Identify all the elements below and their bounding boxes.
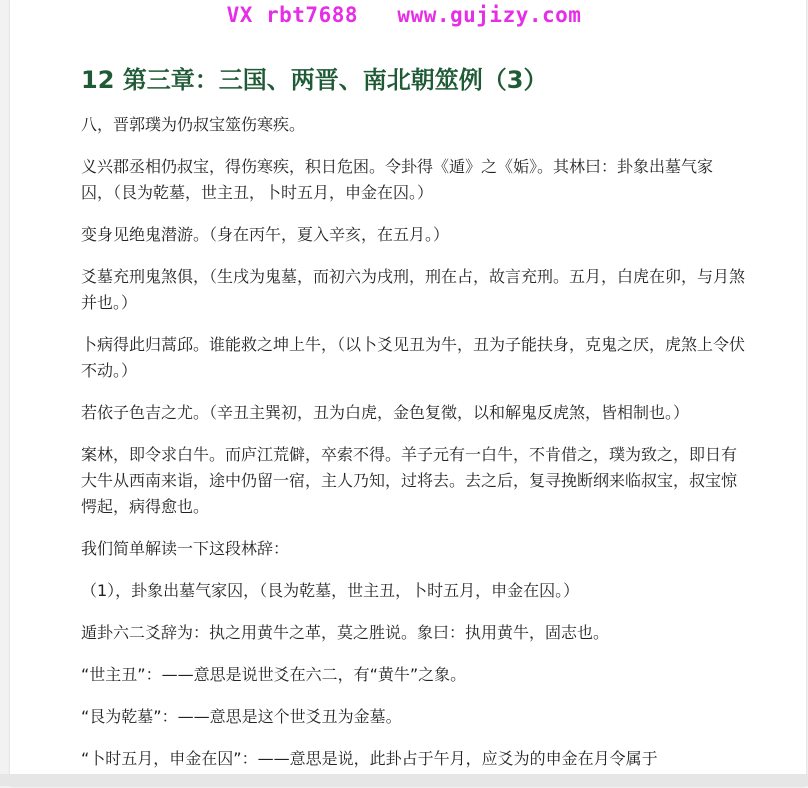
paragraph: 卜病得此归蒿邱。谁能救之坤上牛，（以卜爻见丑为牛，丑为子能扶身，克鬼之厌，虎煞上令伏不动。） <box>81 335 746 380</box>
paragraph: 案林，即令求白牛。而庐江荒僻，卒索不得。羊子元有一白牛，不肯借之，璞为致之，即日有大牛从西南来诣，途中仍留一宿，主人乃知，过将去。去之后，复寻挽断纲来临叔宝，叔宝惊愕起，病得愈也。 <box>81 445 738 516</box>
paragraph: 八，晋郭璞为仍叔宝筮伤寒疾。 <box>81 115 306 134</box>
paragraph: 爻墓充刑鬼煞俱，（生戌为鬼墓，而初六为戌刑，刑在占，故言充刑。五月，白虎在卯，与月煞并也。） <box>81 267 746 312</box>
paragraph: 若依子色吉之尤。（辛丑主巽初，丑为白虎，金色复徵，以和解鬼反虎煞，皆相制也。） <box>81 403 690 422</box>
horizontal-scrollbar[interactable] <box>0 774 808 786</box>
paragraph: 义兴郡丞相仍叔宝，得伤寒疾，积日危困。令卦得《遁》之《姤》。其林曰：卦象出墓气家囚，（艮为乾墓，世主丑，卜时五月，申金在囚。） <box>81 157 714 202</box>
paragraph: “艮为乾墓”：——意思是这个世爻丑为金墓。 <box>81 707 402 726</box>
watermark-text: VX rbt7688 www.gujizy.com <box>226 3 582 27</box>
article-body <box>81 112 745 788</box>
paragraph: 变身见绝鬼潜游。（身在丙午，夏入辛亥，在五月。） <box>81 225 450 244</box>
page-title: 12 第三章：三国、两晋、南北朝筮例（3） <box>81 66 548 94</box>
paragraph: “世主丑”：——意思是说世爻在六二，有“黄牛”之象。 <box>81 665 467 684</box>
paragraph: （1），卦象出墓气家囚，（艮为乾墓，世主丑，卜时五月，申金在囚。） <box>81 581 580 600</box>
paragraph: “卜时五月，申金在囚”：——意思是说，此卦占于午月，应爻为的申金在月令属于 <box>81 749 658 768</box>
paragraph: 我们简单解读一下这段林辞： <box>81 539 290 558</box>
paragraph: 遁卦六二爻辞为：执之用黄牛之革，莫之胜说。象曰：执用黄牛，固志也。 <box>81 623 610 642</box>
